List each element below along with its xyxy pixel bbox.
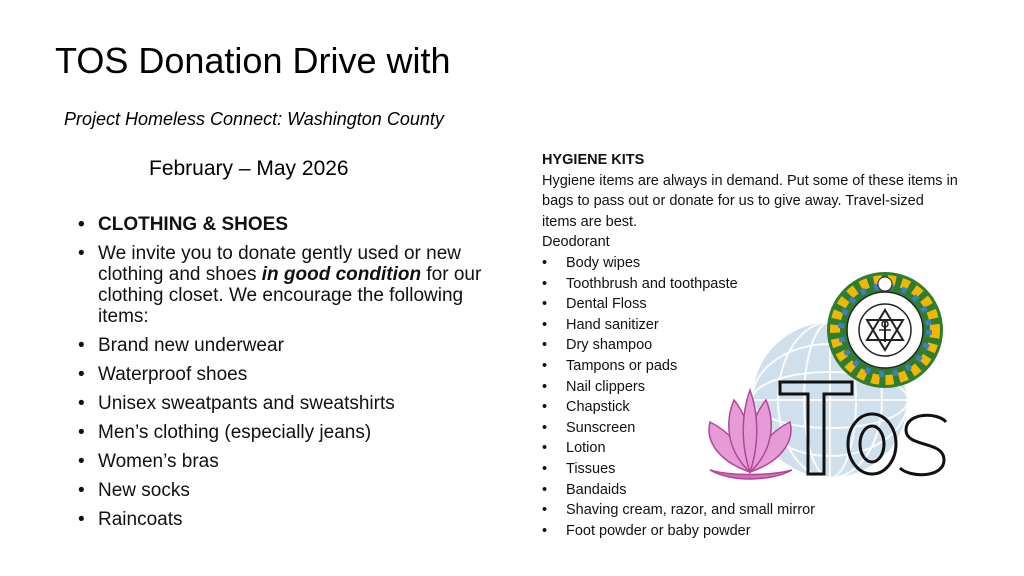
date-range: February – May 2026	[149, 157, 349, 180]
clothing-item: • Men’s clothing (especially jeans)	[78, 422, 488, 443]
hygiene-list	[542, 253, 962, 541]
clothing-item: • Women’s bras	[78, 451, 488, 472]
page-title: TOS Donation Drive with	[55, 40, 451, 81]
hygiene-item: • Nail clippers	[542, 377, 962, 398]
subtitle: Project Homeless Connect: Washington County	[64, 109, 444, 129]
hygiene-section	[542, 150, 962, 541]
hygiene-description: Hygiene items are always in demand. Put some of these items in bags to pass out or donate for us to give away. Travel-sized items are best.	[542, 172, 958, 230]
clothing-item: • Raincoats	[78, 509, 488, 530]
hygiene-item: • Dental Floss	[542, 294, 962, 315]
clothing-item: • Brand new underwear	[78, 335, 488, 356]
hygiene-item: • Toothbrush and toothpaste	[542, 274, 962, 295]
hygiene-item: • Chapstick	[542, 397, 962, 418]
clothing-heading: • CLOTHING & SHOES	[78, 214, 488, 235]
hygiene-item: • Lotion	[542, 438, 962, 459]
hygiene-item: • Dry shampoo	[542, 335, 962, 356]
hygiene-item: • Bandaids	[542, 480, 962, 501]
intro-emphasis: in good condition	[261, 264, 422, 285]
hygiene-first-item: Deodorant	[542, 234, 610, 251]
hygiene-item: • Foot powder or baby powder	[542, 521, 962, 542]
clothing-intro	[78, 243, 488, 327]
hygiene-item: • Tampons or pads	[542, 356, 962, 377]
intro-text-start: We invite you to donate gently used or new clothing and shoes	[98, 243, 461, 285]
intro-text-end: for our clothing closet. We encourage the following items:	[98, 264, 482, 327]
hygiene-item: • Tissues	[542, 459, 962, 480]
hygiene-item: • Body wipes	[542, 253, 962, 274]
clothing-item: • Waterproof shoes	[78, 364, 488, 385]
clothing-item: • Unisex sweatpants and sweatshirts	[78, 393, 488, 414]
hygiene-item: • Hand sanitizer	[542, 315, 962, 336]
hygiene-heading: HYGIENE KITS	[542, 152, 645, 168]
hygiene-item: • Shaving cream, razor, and small mirror	[542, 500, 962, 521]
clothing-list	[78, 214, 488, 538]
hygiene-item: • Sunscreen	[542, 418, 962, 439]
clothing-item: • New socks	[78, 480, 488, 501]
